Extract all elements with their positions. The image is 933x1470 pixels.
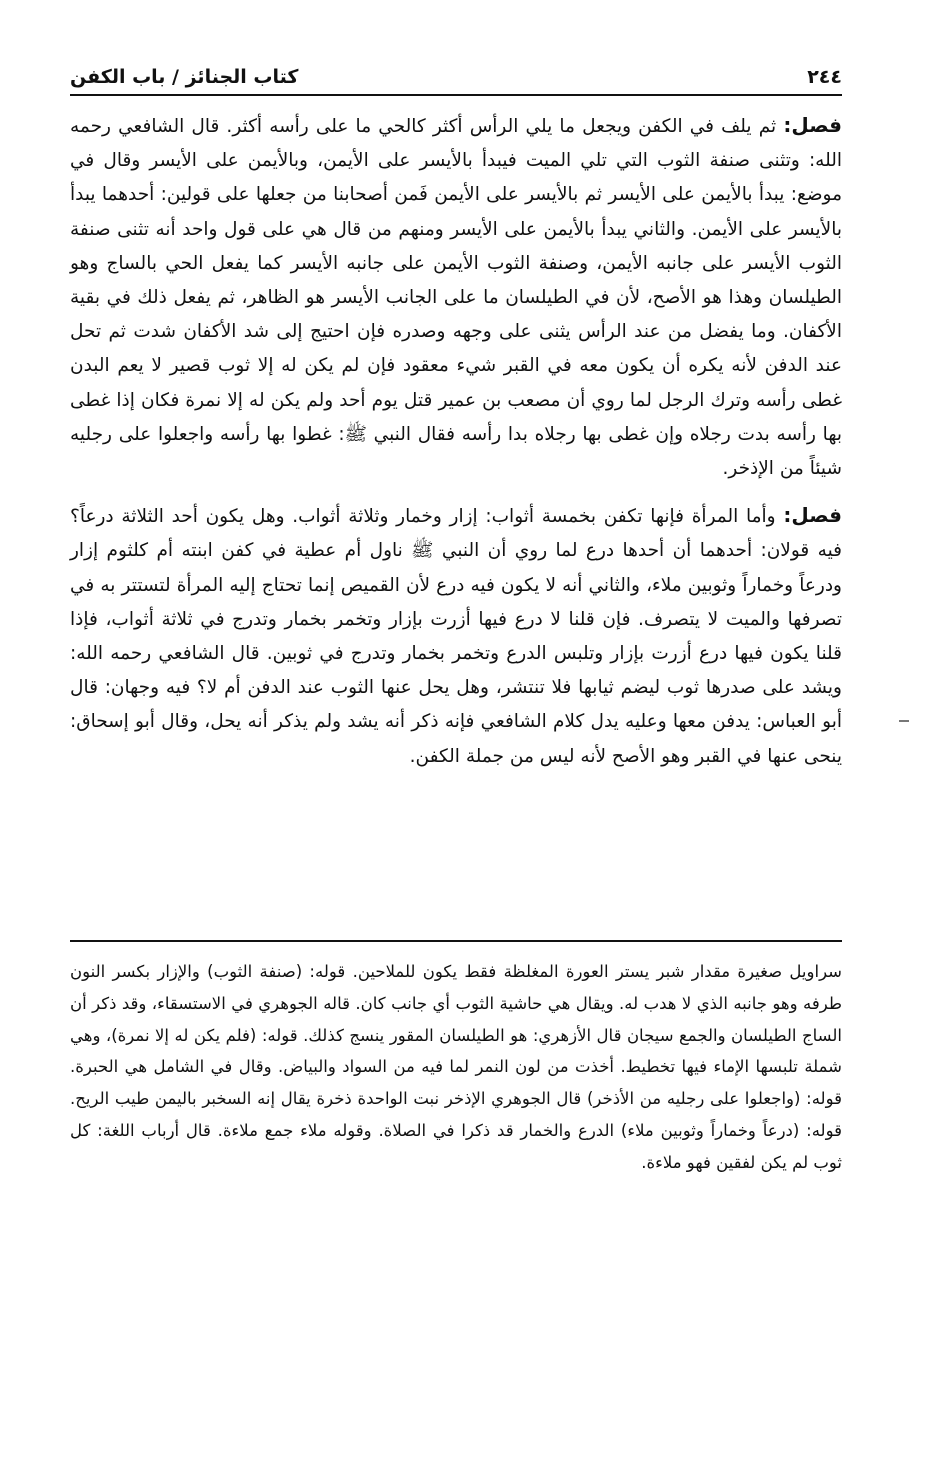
running-title: كتاب الجنائز / باب الكفن (70, 66, 299, 88)
main-text (70, 108, 842, 774)
section-body: وأما المرأة فإنها تكفن بخمسة أثواب: إزار وخمار وثلاثة أثواب. وهل يكون أحد الثلاثة درعاً؟ فيه قولان: أحدهما أن أحدها درع لما روي أن النبي ﷺ ناول أم عطية في كفن ابنته أم كلثوم إزار ودرعاً وخماراً وثوبين ملاء، والثاني أنه لا يكون فيه درع لأن القميص إنما تحتاج إليه المرأة لتستتر به في تصرفها والميت لا يتصرف. فإن قلنا لا درع فيها أزرت بإزار وتخمر بخمار وتدرج في ثلاثة أثواب، فإذا قلنا يكون فيها درع أزرت بإزار وتلبس الدرع وتخمر بخمار وتدرج في ثوبين. قال الشافعي رحمه الله: ويشد على صدرها ثوب ليضم ثيابها فلا تنتشر، وهل يحل عنها الثوب عند الدفن أم لا؟ فيه وجهان: قال أبو العباس: يدفن معها وعليه يدل كلام الشافعي فإنه ذكر أنه يشد ولم يذكر أنه يحل، وقال أبو إسحاق: ينحى عنها في القبر وهو الأصح لأنه ليس من جملة الكفن. (70, 506, 842, 767)
page-number: ٢٤٤ (807, 66, 842, 88)
section-paragraph-2 (70, 498, 842, 774)
margin-mark (899, 720, 909, 722)
footnote (70, 956, 842, 1179)
header-rule (70, 94, 842, 96)
section-paragraph-1 (70, 108, 842, 486)
section-label: فصل: (783, 113, 842, 137)
footnote-text: سراويل صغيرة مقدار شبر يستر العورة المغلظة فقط يكون للملاحين. قوله: (صنفة الثوب) والإزار بكسر النون طرفه وهو جانبه الذي لا هدب له. ويقال هي حاشية الثوب أي جانب كان. قاله الجوهري في الاستسقاء، وقد ذكر أن الساج الطيلسان والجمع سيجان قال الأزهري: هو الطيلسان المقور ينسج كذلك. قوله: (فلم يكن له إلا نمرة)، وهي شملة تلبسها الإماء فيها تخطيط. أخذت من لون النمر لما فيه من السواد والبياض. وقال في الشامل هي الحبرة. قوله: (واجعلوا على رجليه من الأذخر) قال الجوهري الإذخر نبت الواحدة ذخرة يقال إنه السخبر باليمن طيب الريح. قوله: (درعاً وخماراً وثوبين ملاء) الدرع والخمار قد ذكرا في الصلاة. وقوله ملاء جمع ملاءة. قال أرباب اللغة: كل ثوب لم يكن لفقين فهو ملاءة. (70, 962, 842, 1172)
section-body: ثم يلف في الكفن ويجعل ما يلي الرأس أكثر كالحي ما على رأسه أكثر. قال الشافعي رحمه الله: وتثنى صنفة الثوب التي تلي الميت فيبدأ بالأيسر على الأيمن، وبالأيمن على الأيسر وقال في موضع: يبدأ بالأيمن على الأيسر ثم بالأيسر على الأيمن فَمن أصحابنا من جعلها على قولين: أحدهما يبدأ بالأيسر على الأيمن. والثاني يبدأ بالأيمن على الأيسر ومنهم من قال هي على قول واحد أنه تثنى صنفة الثوب الأيسر على جانبه الأيمن، وصنفة الثوب الأيمن على جانبه الأيسر كما يفعل الحي بالساج وهو الطيلسان وهذا هو الأصح، لأن في الطيلسان ما على الجانب الأيسر هو الظاهر، ثم يفعل ذلك في بقية الأكفان. وما يفضل من عند الرأس يثنى على وجهه وصدره فإن احتيج إلى شد الأكفان شدت ثم تحل عند الدفن لأنه يكره أن يكون معه في القبر شيء معقود فإن لم يكن له إلا ثوب قصير لا يعم البدن غطى رأسه وترك الرجل لما روي أن مصعب بن عمير قتل يوم أحد ولم يكن له إلا نمرة فكان إذا غطى بها رأسه بدت رجلاه وإن غطى بها رجلاه بدا رأسه فقال النبي ﷺ: غطوا بها رأسه واجعلوا على رجليه شيئاً من الإذخر. (70, 116, 842, 480)
footnote-rule (70, 940, 842, 942)
running-head (70, 52, 842, 88)
section-label: فصل: (783, 503, 842, 528)
